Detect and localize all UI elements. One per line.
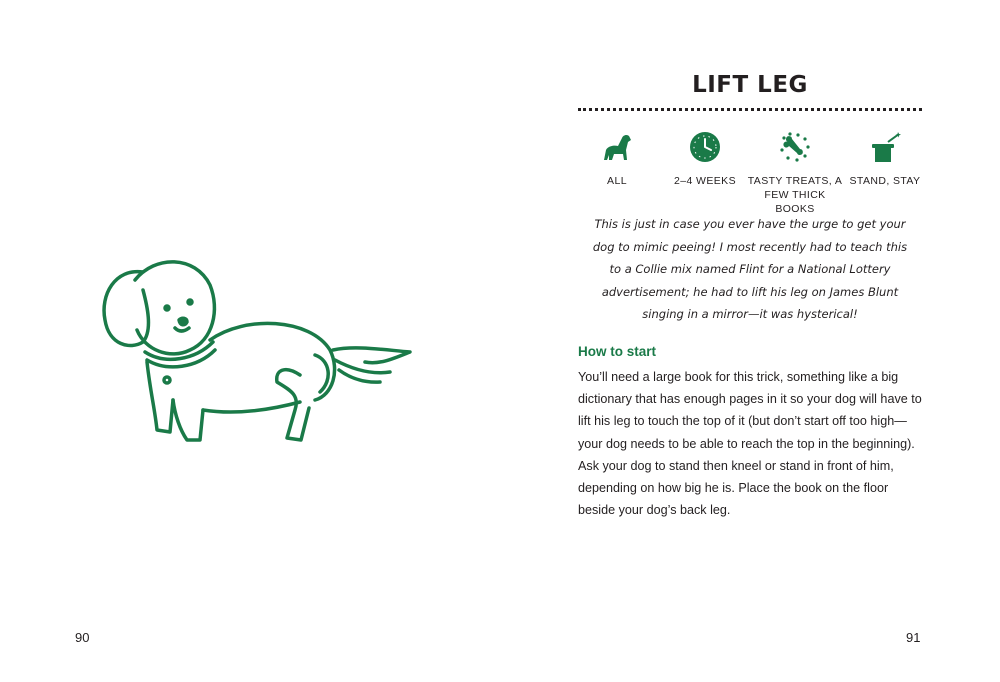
- trick-title: LIFT LEG: [692, 72, 808, 98]
- info-label: 2–4 WEEKS: [674, 175, 736, 187]
- page-number: 91: [906, 630, 921, 645]
- clock-icon: [688, 130, 722, 164]
- info-label: STAND, STAY: [849, 175, 921, 187]
- info-item-equipment: [745, 130, 845, 216]
- info-label: ALL: [607, 175, 627, 187]
- right-page: [500, 0, 1000, 682]
- trick-info-row: [570, 130, 930, 215]
- info-item-dogs: [567, 130, 667, 188]
- magic-hat-icon: [868, 130, 902, 164]
- info-item-prerequisites: [835, 130, 935, 188]
- section-heading: How to start: [578, 344, 657, 359]
- info-label: TASTY TREATS, A FEW THICK BOOKS: [747, 175, 843, 215]
- body-paragraph: You’ll need a large book for this trick, something like a big dictionary that has enough pages in it so your dog will have to lift his leg to touch the top of it (but don’t start off too high—your dog needs to be able to reach the top in the beginning). Ask your dog to stand then kneel or stand in front of him, depending on how big he is. Place the book on the floor beside your dog’s back leg.: [578, 370, 922, 518]
- dotted-divider: [578, 108, 922, 111]
- intro-paragraph: This is just in case you ever have the urge to get your dog to mimic peeing! I most recently had to teach this to a Collie mix named Flint for a National Lottery advertisement; he had to lift his leg on James Blunt singing in a mirror—it was hysterical!: [592, 217, 908, 321]
- dog-illustration: [95, 250, 415, 450]
- dog-icon: [600, 130, 634, 164]
- page-number: 90: [75, 630, 90, 645]
- info-item-time: [655, 130, 755, 188]
- treat-bone-icon: [778, 130, 812, 164]
